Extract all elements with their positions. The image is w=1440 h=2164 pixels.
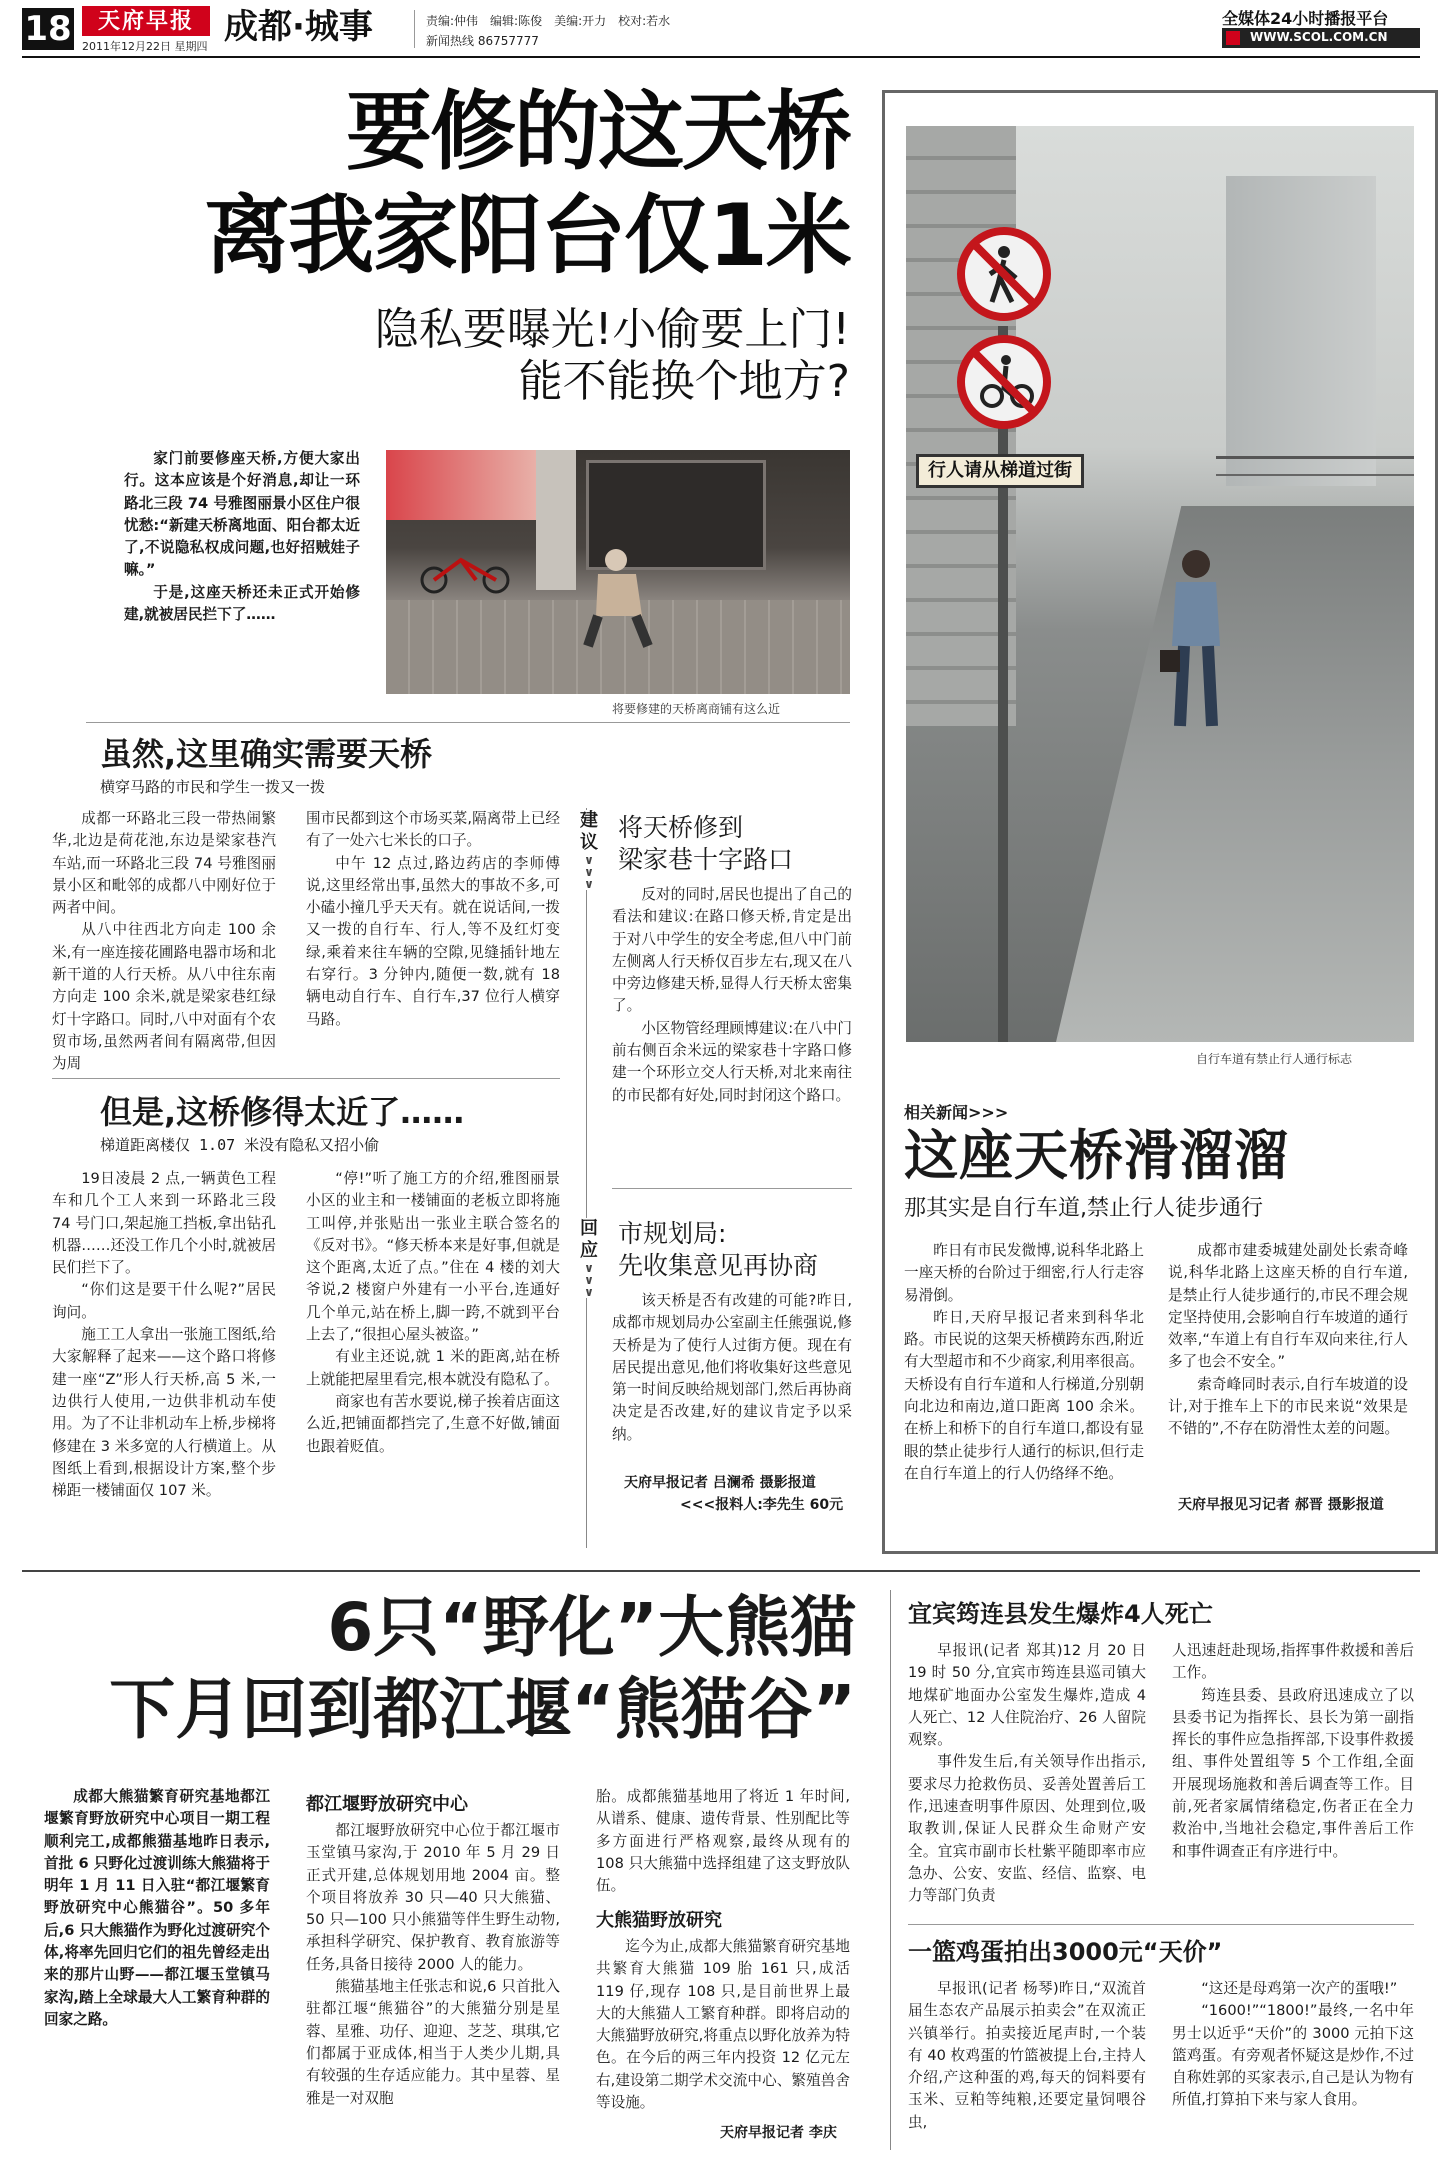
suggest-body [612,884,852,1156]
issue-date: 2011年12月22日 星期四 [82,40,208,53]
s2-c2-p3: 商家也有苦水要说,梯子挨着店面这么近,把铺面都挡完了,生意不好做,铺面也跟着贬值。 [306,1392,560,1455]
reply-tag [578,1218,600,1298]
sign-pole [998,326,1008,1042]
s2-c1-p2: “你们这是要干什么呢?”居民询问。 [52,1281,276,1321]
section-title: 成都·城事 [224,7,373,47]
site-banner [1222,28,1420,48]
s1-c2-p1: 围市民都到这个市场买菜,隔离带上已经有了一处六七米长的口子。 [306,810,560,850]
yibin-c1-p2: 事件发生后,有关领导作出指示,要求尽力抢救伤员、妥善处置善后工作,迅速查明事件原因、处理到位,吸取教训,保证人民群众生命财产安全。宜宾市副市长杜紫平随即率市应急办、公安、安监、经信、监察、电力等部门负责 [908,1753,1146,1905]
page-number: 18 [22,8,74,50]
yibin-rule [908,1924,1414,1925]
s1-c1-p1: 成都一环路北三段一带热闹繁华,北边是荷花池,东边是梁家巷汽车站,而一环路北三段 74 号雅图丽景小区和毗邻的成都八中刚好位于两者中间。 [52,810,276,917]
yibin-headline: 宜宾筠连县发生爆炸4人死亡 [908,1600,1213,1628]
bridge-photo-caption: 自行车道有禁止行人通行标志 [1196,1052,1353,1066]
related-col-2 [1168,1240,1408,1492]
lower-section-rule [22,1570,1420,1572]
s1-rule [52,1078,560,1079]
panda-intro-p: 成都大熊猫繁育研究基地都江堰繁育野放研究中心项目一期工程顺利完工,成都熊猫基地昨日表示,首批 6 只野化过渡训练大熊猫将于明年 1 月 11 日入驻“都江堰繁育野放研究中心熊猫谷”。50 多年后,6 只大熊猫作为野化过渡研究个体,将率先回归它们的祖先曾经走出来的那片山野——都江堰玉堂镇马家沟,踏上全球最大人工繁育种群的回家之路。 [44,1788,270,2028]
related-c1-p1: 昨日有市民发微博,说科华北路上一座天桥的台阶过于细密,行人行走容易滑倒。 [904,1242,1144,1304]
shopfront-photo-caption: 将要修建的天桥离商铺有这么近 [612,702,781,716]
shopfront-photo [386,450,850,694]
related-c2-p1: 成都市建委城建处副处长索奇峰说,科华北路上这座天桥的自行车道,是禁止行人徒步通行的,市民不理会规定坚持使用,会影响自行车坡道的通行效率,“车道上有自行车双向来往,行人多了也会不安全。” [1168,1242,1408,1371]
yibin-c2-p1: 人迅速赶赴现场,指挥事件救援和善后工作。 [1172,1642,1414,1682]
related-title: 这座天桥滑溜溜 [904,1124,1289,1187]
pedestrian-sign-plate: 行人请从梯道过街 [916,454,1084,488]
bridge-railing [1216,456,1414,476]
panda-c3-p1: 胎。成都熊猫基地用了将近 1 年时间,从谱系、健康、遗传背景、性别配比等多方面进行严格观察,最终从现有的 108 只大熊猫中选择组建了这支野放队伍。 [596,1788,850,1895]
reply-p1: 该天桥是否有改建的可能?昨日,成都市规划局办公室副主任熊强说,修天桥是为了使行人过街方便。现在有居民提出意见,他们将收集好这些意见第一时间反映给规划部门,然后再协商决定是否改建,好的建议肯定予以采纳。 [612,1292,852,1443]
suggest-heading-2: 梁家巷十字路口 [618,845,794,874]
lead-headline-1: 要修的这天桥 [346,82,850,182]
eggs-col-1 [908,1978,1146,2156]
lead-subhead-2: 能不能换个地方? [518,356,850,407]
site-logo-icon [1226,31,1240,45]
eggs-c2-p2: “1600!”“1800!”最终,一名中年男士以近乎“天价”的 3000 元拍下这篮鸡蛋。有旁观者怀疑这是炒作,不过自称姓郭的买家表示,自己是认为物有所值,打算拍下来与家人食用。 [1172,2002,1414,2109]
eggs-c2-p1: “这还是母鸡第一次产的蛋哦!” [1201,1980,1398,1997]
eggs-col-2 [1172,1978,1414,2156]
paper-logo: 天府早报 [82,6,210,36]
panda-c2-p2: 熊猫基地主任张志和说,6 只首批入驻都江堰“熊猫谷”的大熊猫分别是星蓉、星雅、功仔、迎迎、芝芝、琪琪,它们都属于亚成体,相当于人类少儿期,具有较强的生存适应能力。其中星蓉、星雅是一对双胞 [306,1978,560,2107]
panda-col-2 [306,1820,560,2124]
walking-woman [1156,546,1236,746]
suggest-chevron-icon: ∨ ∨ ∨ [584,853,594,891]
bicycle-icon [416,550,516,594]
s1-col-1 [52,808,276,1073]
related-col-1 [904,1240,1144,1510]
suggest-heading-1: 将天桥修到 [618,813,744,842]
s1-c2-p2: 中午 12 点过,路边药店的李师傅说,这里经常出事,虽然大的事故不多,可小磕小撞几乎天天有。就在说话间,一拨又一拨的自行车、行人,等不及红灯变绿,乘着来往车辆的空隙,见缝插针地左右穿行。3 分钟内,随便一数,就有 18 辆电动自行车、自行车,37 位行人横穿马路。 [306,854,560,1028]
platform-slogan: 全媒体24小时播报平台 [1222,9,1389,28]
bg-buildings [1226,176,1376,486]
s2-c2-p2: 有业主还说,就 1 米的距离,站在桥上就能把屋里看完,根本就没有隐私了。 [306,1348,560,1388]
lead-subhead-1: 隐私要曝光!小偷要上门! [374,304,850,355]
shop-pillar [536,450,576,590]
suggest-tag [578,810,600,890]
lead-intro-p1: 家门前要修座天桥,方便大家出行。这本应该是个好消息,却让一环路北三段 74 号雅图丽景小区住户很忧愁:“新建天桥离地面、阳台都太近了,不说隐私权成问题,也好招贼娃子嘛。” [124,450,360,579]
s2-heading: 但是,这桥修得太近了…… [100,1093,465,1131]
news-hotline: 新闻热线 86757777 [426,34,539,48]
bridge-photo [906,126,1414,1042]
panda-c2-p1: 都江堰野放研究中心位于都江堰市玉堂镇马家沟,于 2010 年 5 月 29 日正式开建,总体规划用地 2004 亩。整个项目将放养 30 只—40 只大熊猫、50 只—100 只小熊猫等伴生野生动物,承担科学研究、保护教育、教育旅游等任务,具备日接待 2000 人的能力。 [306,1822,560,1973]
reply-heading-2: 先收集意见再协商 [618,1251,819,1280]
reply-tag-text: 回应 [580,1218,598,1261]
divider-vertical [414,10,415,48]
yibin-c1-p1: 早报讯(记者 郑其)12 月 20 日 19 时 50 分,宜宾市筠连县巡司镇大地煤矿地面办公室发生爆炸,造成 4 人死亡、12 人住院治疗、26 人留院观察。 [908,1642,1146,1749]
related-subtitle: 那其实是自行车道,禁止行人徒步通行 [904,1196,1263,1221]
suggest-rule [612,1188,852,1189]
s2-col-2 [306,1168,560,1512]
reply-tipster: <<<报料人:李先生 60元 [680,1497,844,1513]
s2-c1-p3: 施工工人拿出一张施工图纸,给大家解释了起来——这个路口将修建一座“Z”形人行天桥,高 5 米,一边供行人使用,一边供非机动车使用。为了不让非机动车上桥,步梯将修建在 3 米多宽的人行横道上。从图纸上看到,根据设计方案,整个步梯距一楼铺面仅 107 米。 [52,1326,276,1500]
lower-column-divider [890,1590,891,2150]
yibin-col-1 [908,1640,1146,1905]
related-c1-p2: 昨日,天府早报记者来到科华北路。市民说的这架天桥横跨东西,附近有大型超市和不少商家,利用率很高。天桥设有自行车道和人行梯道,分别朝向北边和南边,道口距离 100 余米。在桥上和桥下的自行车道口,都设有显眼的禁止徒步行人通行的标识,但行走在自行车道上的行人仍络绎不绝。 [904,1308,1144,1482]
panda-headline-1: 6只“野化”大熊猫 [327,1589,856,1666]
panda-intro [44,1786,270,2126]
column-divider [586,808,587,1548]
shop-sign [386,450,536,520]
no-bicycle-push-sign-icon [956,334,1052,430]
no-pedestrian-sign-icon [956,226,1052,322]
site-url[interactable]: WWW.SCOL.COM.CN [1250,30,1388,44]
s2-subheading: 梯道距离楼仅 1.07 米没有隐私又招小偷 [100,1136,380,1154]
reply-heading-1: 市规划局: [618,1219,727,1248]
lead-rule [86,722,850,723]
s1-heading: 虽然,这里确实需要天桥 [100,735,433,773]
panda-c3-p2: 迄今为止,成都大熊猫繁育研究基地共繁育大熊猫 109 胎 161 只,成活 119 仔,现存 108 只,是目前世界上最大的大熊猫人工繁育种群。即将启动的大熊猫野放研究,将重点以野化放养为特色。在今后的两三年内投资 12 亿元左右,建设第二期学术交流中心、繁殖兽舍等设施。 [596,1938,850,2112]
masthead [0,0,1440,58]
s2-c2-p1: “停!”听了施工方的介绍,雅图丽景小区的业主和一楼铺面的老板立即将施工叫停,并张贴出一张业主联合签名的《反对书》。“修天桥本来是好事,但就是这个距离,太近了点。”住在 4 楼的刘大爷说,2 楼窗户外建有一小平台,连通好几个单元,站在桥上,脚一跨,不就到平台上去了,“很担心屋头被盗。” [306,1170,560,1344]
reply-body [612,1290,852,1468]
s1-subheading: 横穿马路的市民和学生一拨又一拨 [100,778,326,796]
lead-headline-2: 离我家阳台仅1米 [204,186,850,286]
s2-col-1 [52,1168,276,1512]
panda-subhead-1: 都江堰野放研究中心 [306,1794,468,1815]
eggs-headline: 一篮鸡蛋拍出3000元“天价” [908,1938,1223,1966]
lead-intro-p2: 于是,这座天桥还未正式开始修建,就被居民拦下了…… [124,583,360,624]
related-tag: 相关新闻>>> [904,1103,1009,1122]
yibin-c2-p2: 筠连县委、县政府迅速成立了以县委书记为指挥长、县长为第一副指挥长的事件应急指挥部,下设事件救援组、事件处置组等 5 个工作组,全面开展现场施救和善后调查等工作。目前,死者家属情绪稳定,伤者正在全力救治中,当地社会稳定,事件善后工作和事件调查正有序进行中。 [1172,1686,1414,1860]
reply-chevron-icon: ∨ ∨ ∨ [584,1261,594,1299]
editor-credits: 责编:仲伟 编辑:陈俊 美编:开力 校对:若水 [426,14,671,28]
panda-col-3b [596,1936,850,2116]
crouching-man [586,546,656,656]
panda-byline: 天府早报记者 李庆 [720,2125,837,2141]
lead-intro [124,448,360,688]
masthead-rule [22,56,1420,58]
panda-headline-2: 下月回到都江堰“熊猫谷” [109,1671,856,1748]
related-c2-p2: 索奇峰同时表示,自行车坡道的设计,对于推车上下的市民来说“效果是不错的”,不存在防滑性太差的问题。 [1168,1375,1408,1438]
eggs-c1-p1: 早报讯(记者 杨琴)昨日,“双流首届生态农产品展示拍卖会”在双流正兴镇举行。拍卖接近尾声时,一个装有 40 枚鸡蛋的竹篮被提上台,主持人介绍,产这种蛋的鸡,每天的饲料要有玉米、豆粕等纯粮,还要定量饲喂谷虫, [908,1980,1146,2131]
yibin-col-2 [1172,1640,1414,1890]
suggest-p2: 小区物管经理顾博建议:在八中门前右侧百余米远的梁家巷十字路口修建一个环形立交人行天桥,对北来南往的市民都有好处,同时封闭这个路口。 [612,1019,852,1104]
panda-subhead-2: 大熊猫野放研究 [596,1910,722,1931]
related-byline: 天府早报见习记者 郝晋 摄影报道 [1178,1497,1384,1513]
suggest-tag-text: 建议 [580,810,598,853]
suggest-p1: 反对的同时,居民也提出了自己的看法和建议:在路口修天桥,肯定是出于对八中学生的安全考虑,但八中门前左侧离人行天桥仅百步左右,现又在八中旁边修建天桥,显得人行天桥太密集了。 [612,886,852,1015]
panda-col-3a [596,1786,850,1902]
reply-byline: 天府早报记者 吕澜希 摄影报道 [624,1475,816,1491]
s2-c1-p1: 19日凌晨 2 点,一辆黄色工程车和几个工人来到一环路北三段 74 号门口,架起施工挡板,拿出钻孔机器……还没工作几个小时,就被居民们拦下了。 [52,1170,276,1277]
s1-c1-p2: 从八中往西北方向走 100 余米,有一座连接花圃路电器市场和北新干道的人行天桥。从八中往东南方向走 100 余米,就是梁家巷红绿灯十字路口。同时,八中对面有个农贸市场,虽然两者间有隔离带,但因为周 [52,921,276,1073]
s1-col-2 [306,808,560,1066]
